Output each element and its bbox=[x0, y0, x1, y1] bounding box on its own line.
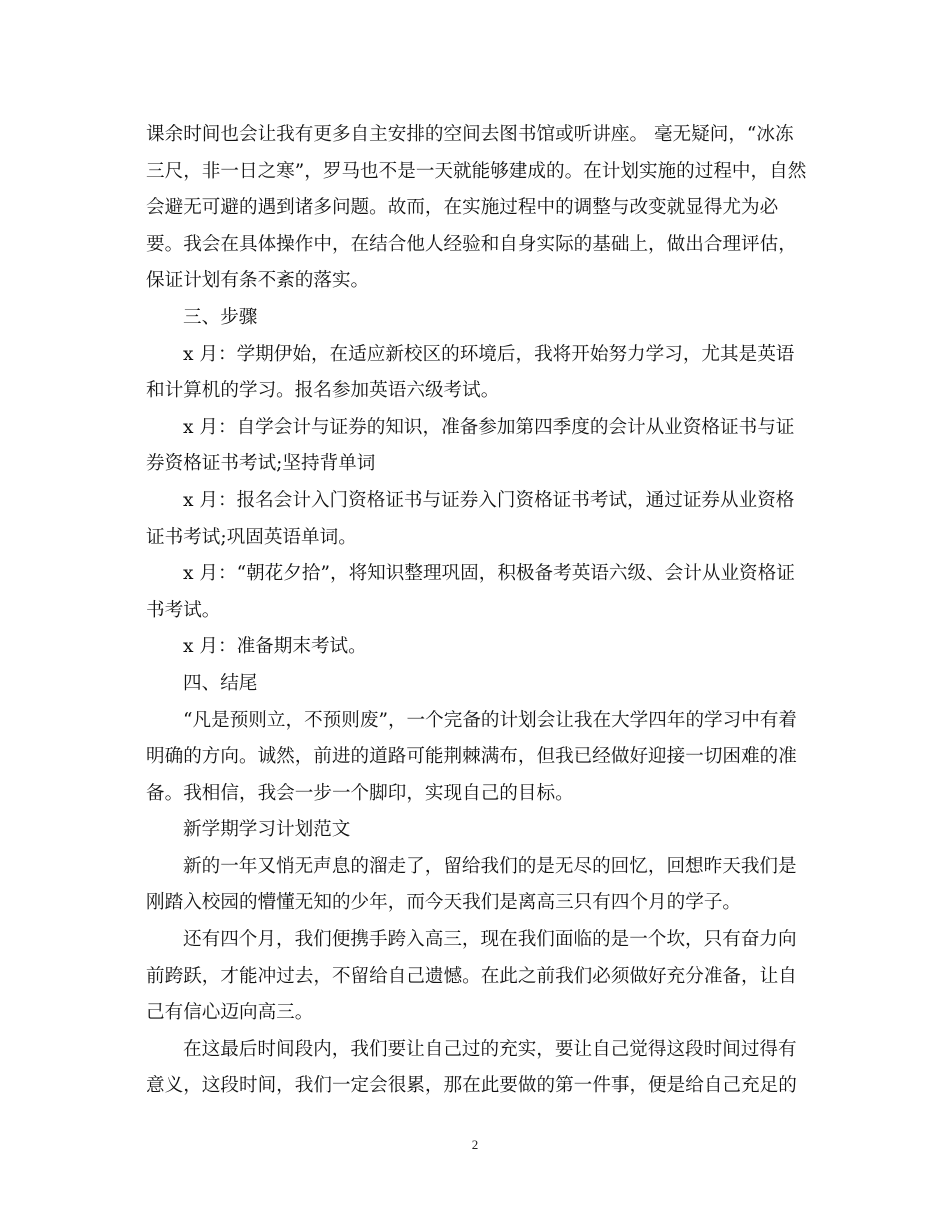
section-heading: 三、步骤 bbox=[183, 306, 258, 328]
section-heading: 四、结尾 bbox=[183, 672, 258, 694]
text-line: 在这最后时间段内，我们要让自己过的充实，要让自己觉得这段时间过得有 bbox=[183, 1038, 797, 1060]
document-body bbox=[146, 117, 806, 1105]
text-line: x 月：自学会计与证券的知识，准备参加第四季度的会计从业资格证书与证 bbox=[183, 416, 795, 438]
page-number: 2 bbox=[471, 1137, 479, 1152]
text-line: 新的一年又悄无声息的溜走了，留给我们的是无尽的回忆，回想昨天我们是 bbox=[183, 855, 797, 877]
text-line: 明确的方向。诚然，前进的道路可能荆棘满布，但我已经做好迎接一切困难的准 bbox=[146, 746, 797, 768]
text-line: x 月：学期伊始，在适应新校区的环境后，我将开始努力学习，尤其是英语 bbox=[183, 343, 795, 365]
text-line: 己有信心迈向高三。 bbox=[146, 1002, 314, 1024]
text-line: x 月：准备期末考试。 bbox=[183, 636, 367, 658]
text-line: x 月：“朝花夕拾”，将知识整理巩固，积极备考英语六级、会计从业资格证 bbox=[183, 563, 795, 585]
text-line: 还有四个月，我们便携手跨入高三，现在我们面临的是一个坎，只有奋力向 bbox=[183, 929, 797, 951]
text-line: 意义，这段时间，我们一定会很累，那在此要做的第一件事，便是给自己充足的 bbox=[146, 1075, 797, 1097]
text-line: x 月：报名会计入门资格证书与证券入门资格证书考试，通过证券从业资格 bbox=[183, 489, 795, 511]
text-line: 备。我相信，我会一步一个脚印，实现自己的目标。 bbox=[146, 782, 574, 804]
text-line: 三尺，非一日之寒”，罗马也不是一天就能够建成的。在计划实施的过程中，自然 bbox=[146, 160, 807, 182]
text-line: 书考试。 bbox=[146, 599, 221, 621]
text-line: 课余时间也会让我有更多自主安排的空间去图书馆或听讲座。 毫无疑问，“冰冻 bbox=[146, 124, 794, 145]
article-title: 新学期学习计划范文 bbox=[183, 819, 351, 841]
text-line: 证书考试;巩固英语单词。 bbox=[146, 526, 357, 548]
text-line: 会避无可避的遇到诸多问题。故而，在实施过程中的调整与改变就显得尤为必 bbox=[146, 197, 779, 219]
text-line: 要。我会在具体操作中，在结合他人经验和自身实际的基础上，做出合理评估， bbox=[146, 233, 797, 255]
text-line: 保证计划有条不紊的落实。 bbox=[146, 270, 370, 292]
text-line: 刚踏入校园的懵懂无知的少年，而今天我们是离高三只有四个月的学子。 bbox=[146, 892, 742, 914]
text-line: “凡是预则立，不预则废”，一个完备的计划会让我在大学四年的学习中有着 bbox=[183, 709, 798, 731]
text-line: 和计算机的学习。报名参加英语六级考试。 bbox=[146, 380, 500, 402]
text-line: 前跨跃，才能冲过去，不留给自己遗憾。在此之前我们必须做好充分准备，让自 bbox=[146, 965, 797, 987]
text-line: 券资格证书考试;坚持背单词 bbox=[146, 453, 376, 475]
